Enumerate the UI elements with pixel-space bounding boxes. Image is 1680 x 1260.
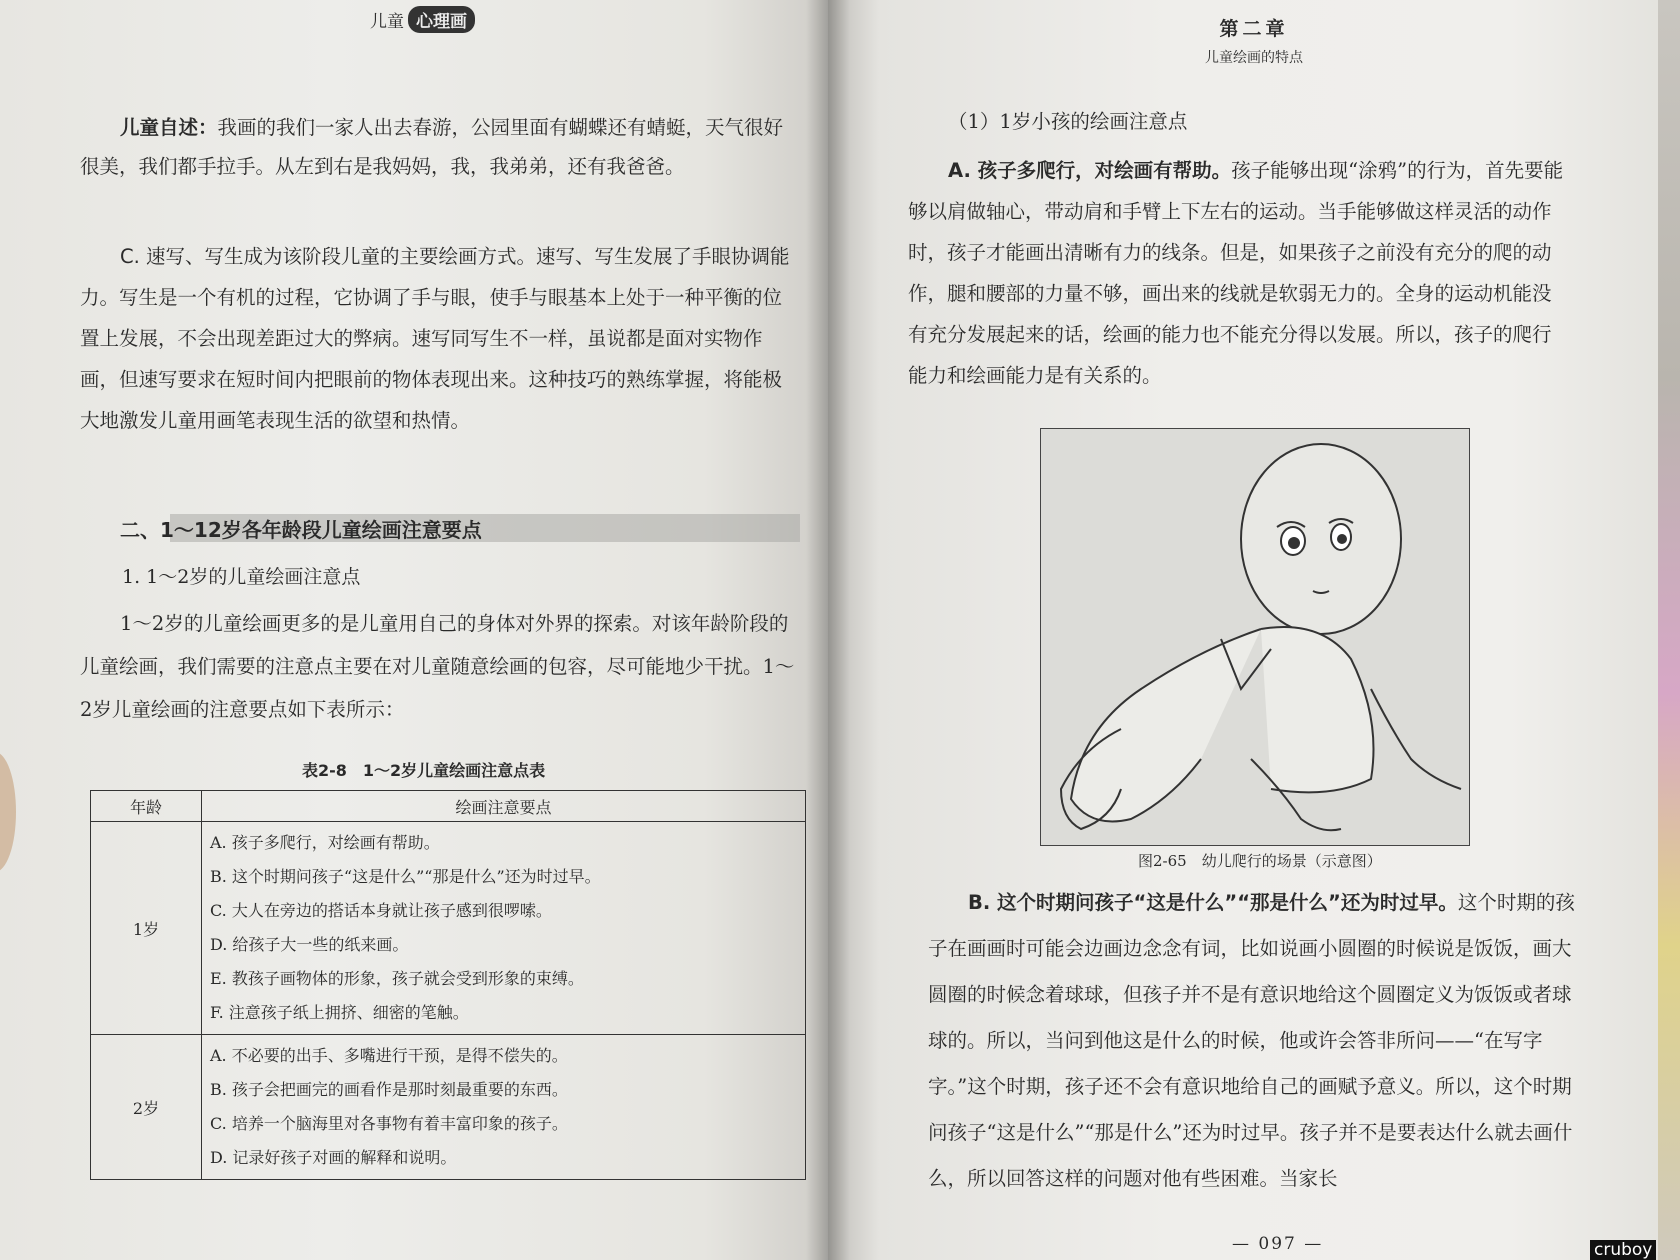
- table-row: [91, 1035, 806, 1180]
- table-point: D. 记录好孩子对画的解释和说明。: [210, 1148, 457, 1167]
- points-cell: [202, 822, 806, 1035]
- paragraph-a-text: 孩子能够出现“涂鸦”的行为，首先要能够以肩做轴心，带动肩和手臂上下左右的运动。当手能够做这样灵活的动作时，孩子才能画出清晰有力的线条。但是，如果孩子之前没有充分的爬的动作，腿和腰部的力量不够，画出来的线就是软弱无力的。全身的运动机能没有充分发展起来的话，绘画的能力也不能充分得以发展。所以，孩子的爬行能力和绘画能力是有关系的。: [908, 159, 1564, 387]
- table-point: A. 不必要的出手、多嘴进行干预，是得不偿失的。: [210, 1046, 568, 1065]
- table-point: E. 教孩子画物体的形象，孩子就会受到形象的束缚。: [210, 969, 584, 988]
- page-edge-strip: [1658, 0, 1680, 1260]
- paragraph-b-text: 这个时期的孩子在画画时可能会边画边念念有词，比如说画小圆圈的时候说是饭饭，画大圆圈的时候念着球球，但孩子并不是有意识地给这个圆圈定义为饭饭或者球球的。所以，当问到他这是什么的时候，他或许会答非所问——“在写字字。”这个时期，孩子还不会有意识地给自己的画赋予意义。所以，这个时期问孩子“这是什么”“那是什么”还为时过早。孩子并不是要表达什么就去画什么，所以回答这样的问题对他有些困难。当家长: [928, 891, 1575, 1190]
- right-subheading: （1）1岁小孩的绘画注意点: [948, 110, 1188, 133]
- table-point: A. 孩子多爬行，对绘画有帮助。: [210, 833, 440, 852]
- paragraph-c: C. 速写、写生成为该阶段儿童的主要绘画方式。速写、写生发展了手眼协调能力。写生是一个有机的过程，它协调了手与眼，使手与眼基本上处于一种平衡的位置上发展，不会出现差距过大的弊病。速写同写生不一样，虽说都是面对实物作画，但速写要求在短时间内把眼前的物体表现出来。这种技巧的熟练掌握，将能极大地激发儿童用画笔表现生活的欲望和热情。: [80, 245, 790, 432]
- thumb-shadow: [0, 752, 16, 872]
- left-page: [0, 0, 828, 1260]
- table-point: B. 这个时期问孩子“这是什么”“那是什么”还为时过早。: [210, 867, 601, 886]
- section-heading: [120, 514, 800, 544]
- table-row: [91, 822, 806, 1035]
- figure-caption: 图2-65 幼儿爬行的场景（示意图）: [1138, 852, 1382, 870]
- child-statement: [80, 108, 796, 186]
- chapter-subtitle: 儿童绘画的特点: [1205, 50, 1303, 66]
- table-caption: 表2-8 1～2岁儿童绘画注意点表: [302, 761, 546, 780]
- crawling-baby-illustration: [1041, 429, 1469, 845]
- intro-paragraph: 1～2岁的儿童绘画更多的是儿童用自己的身体对外界的探索。对该年龄阶段的儿童绘画，我们需要的注意点主要在对儿童随意绘画的包容，尽可能地少干扰。1～2岁儿童绘画的注意要点如下表所示：: [80, 612, 795, 721]
- table-point: C. 培养一个脑海里对各事物有着丰富印象的孩子。: [210, 1114, 568, 1133]
- paragraph-a-title: A. 孩子多爬行，对绘画有帮助。: [948, 159, 1232, 182]
- notes-table: [90, 790, 806, 1180]
- table-point: B. 孩子会把画完的画看作是那时刻最重要的东西。: [210, 1080, 568, 1099]
- watermark: cruboy: [1590, 1240, 1656, 1260]
- col-points-header: 绘画注意要点: [202, 791, 806, 822]
- age-cell: 1岁: [91, 822, 202, 1035]
- paragraph-b-title: B. 这个时期问孩子“这是什么”“那是什么”还为时过早。: [968, 891, 1458, 914]
- table-header-row: [91, 791, 806, 822]
- col-age-header: 年龄: [91, 791, 202, 822]
- points-cell: [202, 1035, 806, 1180]
- paragraph-a: [908, 150, 1568, 396]
- section-title: 1～12岁各年龄段儿童绘画注意要点: [160, 518, 482, 542]
- page-number: — 097 —: [1232, 1234, 1324, 1254]
- crawling-baby-figure: [1040, 428, 1470, 846]
- running-header: [370, 6, 475, 33]
- running-header-text: 儿童: [370, 12, 404, 32]
- table-point: C. 大人在旁边的搭话本身就让孩子感到很啰嗦。: [210, 901, 552, 920]
- book-gutter: [806, 0, 850, 1260]
- paragraph-b: [928, 880, 1588, 1202]
- table-point: D. 给孩子大一些的纸来画。: [210, 935, 409, 954]
- subsection-heading: 1. 1～2岁的儿童绘画注意点: [122, 566, 361, 588]
- age-cell: 2岁: [91, 1035, 202, 1180]
- table-point: F. 注意孩子纸上拥挤、细密的笔触。: [210, 1003, 469, 1022]
- chapter-title: 第二章: [1219, 18, 1289, 40]
- chapter-header: [828, 14, 1680, 67]
- statement-text: 我画的我们一家人出去春游，公园里面有蝴蝶还有蜻蜓，天气很好很美，我们都手拉手。从左到右是我妈妈，我，我弟弟，还有我爸爸。: [80, 116, 784, 178]
- running-header-badge: 心理画: [408, 6, 475, 33]
- section-prefix: 二、: [120, 518, 160, 542]
- statement-label: 儿童自述：: [120, 116, 218, 139]
